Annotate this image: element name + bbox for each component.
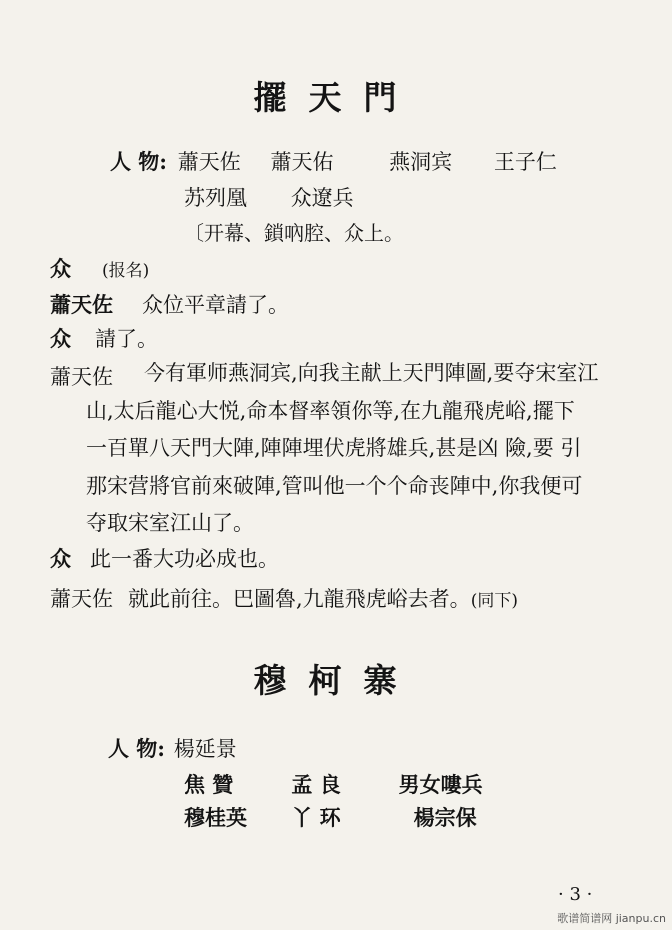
cast-label: 人 物: — [110, 149, 168, 174]
line-text: 众位平章請了。 — [142, 293, 289, 317]
dialogue-line — [50, 289, 289, 319]
page-number: · 3 · — [558, 884, 593, 905]
cast-name: 王子仁 — [493, 150, 557, 174]
line-text: 就此前往。巴圖魯,九龍飛虎峪去者。 — [128, 587, 471, 611]
dialogue-line — [50, 323, 158, 353]
dialogue-line — [50, 253, 149, 283]
cast-name: 焦 贊 — [184, 772, 234, 797]
cast-name: 男女嘍兵 — [398, 772, 483, 797]
speaker: 蕭天佐 — [50, 587, 113, 611]
long-speech — [86, 355, 598, 543]
section2-title: 穆柯寨 — [253, 661, 419, 700]
cast-list-1-row2 — [184, 182, 354, 212]
speaker: 众 — [50, 326, 71, 351]
speech-row: 一百單八天門大陣,陣陣埋伏虎將雄兵,甚是凶 險,要 引 — [86, 436, 582, 460]
cast-name: 蕭天佑 — [270, 150, 334, 174]
speech-row: 今有軍师燕洞宾,向我主献上天門陣圖,要夺宋室江 — [144, 361, 599, 385]
speaker: 蕭天佐 — [50, 292, 113, 317]
cast-list-1 — [110, 146, 557, 176]
watermark: 歌谱简谱网 jianpu.cn — [557, 912, 666, 925]
cast-list-2 — [108, 733, 237, 763]
cast-list-2-row3 — [184, 802, 477, 832]
line-text: 此一番大功必成也。 — [90, 547, 279, 571]
stage-direction: 〔开幕、鎖吶腔、众上。 — [184, 221, 404, 245]
speaker: 众 — [50, 256, 71, 281]
dialogue-line — [50, 583, 518, 613]
line-text: (报名) — [102, 261, 150, 281]
speaker: 众 — [50, 546, 71, 571]
speech-row: 山,太后龍心大悦,命本督率領你等,在九龍飛虎峪,擺下 — [86, 398, 575, 423]
stage-note: (同下) — [470, 591, 518, 611]
section1-title: 擺天門 — [253, 78, 419, 117]
cast-name: 蕭天佐 — [177, 150, 241, 174]
cast-list-2-row2 — [184, 769, 483, 799]
speech-row: 夺取宋室江山了。 — [86, 511, 254, 535]
cast-name: 众遼兵 — [290, 186, 354, 210]
line-text: 請了。 — [95, 327, 158, 351]
speech-row: 那宋营將官前來破陣,管叫他一个个命丧陣中,你我便可 — [86, 473, 583, 498]
cast-name: 穆桂英 — [184, 805, 247, 830]
cast-name: 楊延景 — [173, 737, 237, 761]
cast-name: 孟 良 — [291, 772, 341, 797]
dialogue-line — [50, 543, 279, 573]
cast-name: 楊宗保 — [413, 805, 477, 830]
cast-name: 燕洞宾 — [389, 150, 453, 174]
speaker: 蕭天佐 — [50, 365, 113, 389]
cast-name: 丫 环 — [291, 805, 341, 830]
cast-label: 人 物: — [108, 736, 166, 761]
cast-name: 苏列凰 — [184, 186, 247, 210]
